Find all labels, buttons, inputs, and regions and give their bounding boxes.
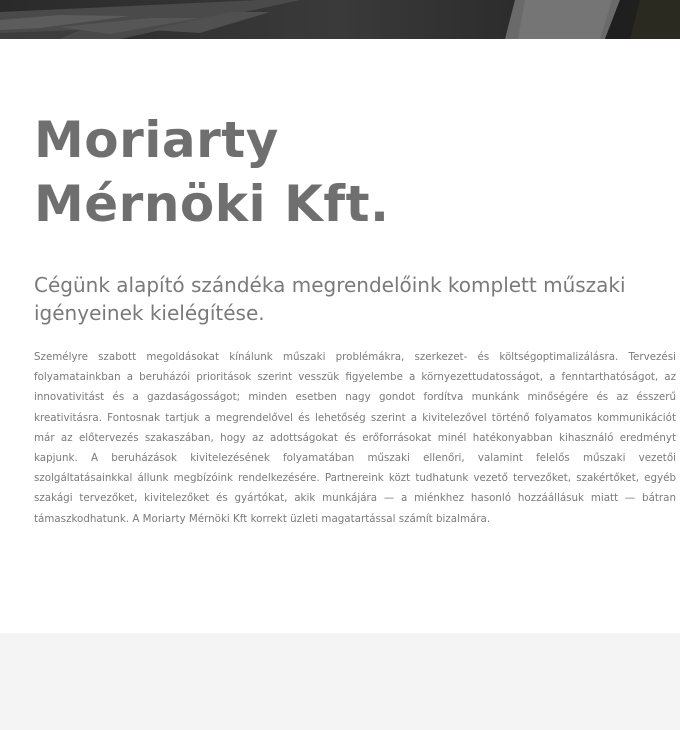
page-title-line1: Moriarty [34, 111, 279, 169]
about-paragraph: Személyre szabott megoldásokat kínálunk műszaki problémákra, szerkezet- és költségoptimalizálásra. Tervezési folyamatainkban a beruházói prioritások szerint vesszük figyelembe a környezettudatosságot, a fenntarthatóságot, az innovativitást és a gazdaságosságot; minden esetben nagy gondot fordítva munkánk minőségére és az ésszerű kreativitásra. Fontosnak tartjuk a megrendelővel és lehetőség szerint a kivitelezővel történő folyamatos kommunikációt már az előtervezés szakaszában, hogy az adottságokat és erőforrásokat minél hatékonyabban kihasználó eredményt kapjunk. A beruházások kivitelezésének folyamatában műszaki ellenőri, valamint felelős műszaki vezetői szolgáltatásainkkal állunk megbízóink rendelkezésére. Partnereink közt tudhatunk vezető tervezőket, szakértőket, egyéb szakági tervezőket, kivitelezőket és gyártókat, akik munkájára — a miénkhez hasonló hozzáállásuk miatt — bátran támaszkodhatunk. A Moriarty Mérnöki Kft korrekt üzleti magatartással számít bizalmára. [34, 351, 676, 525]
hero-image-graphic [0, 0, 680, 39]
page-title [34, 108, 389, 236]
hero-image [0, 0, 680, 39]
page-subtitle: Cégünk alapító szándéka megrendelőink komplett műszaki igényeinek kielégítése. [34, 273, 626, 325]
footer-section [0, 633, 680, 730]
page-title-line2: Mérnöki Kft. [34, 175, 390, 233]
